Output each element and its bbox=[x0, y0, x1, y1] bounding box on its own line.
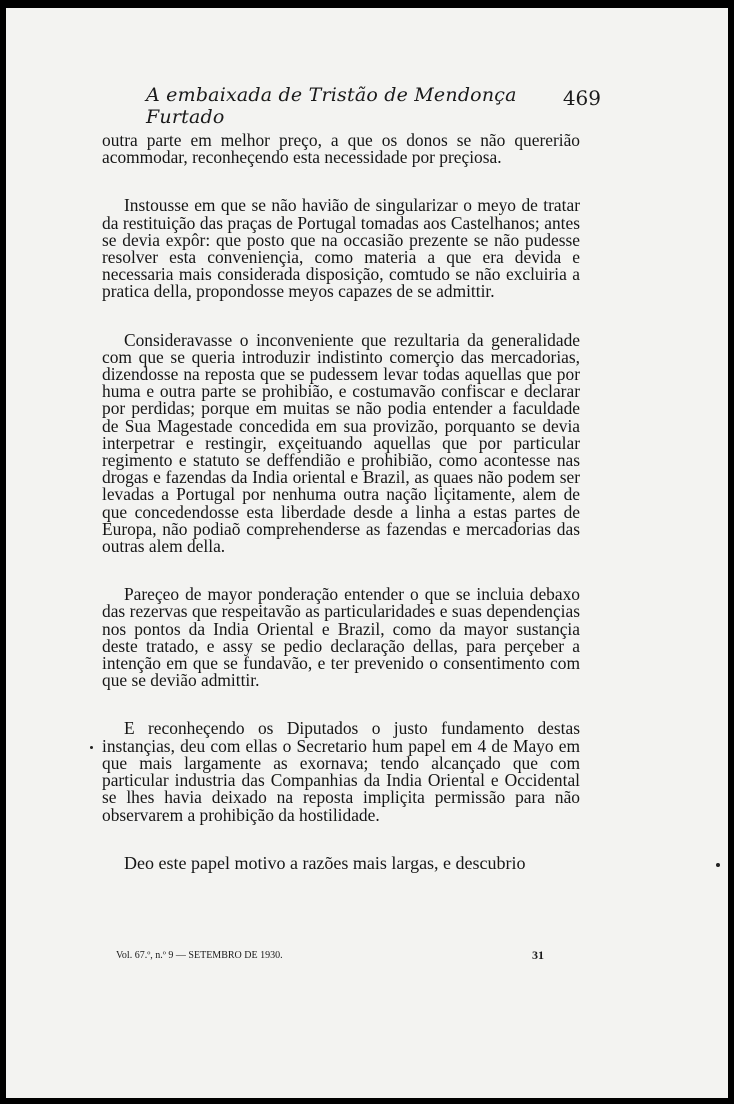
paragraph-2: Instousse em que se não havião de singularizar o meyo de tratar da restituição das praças de Portugal tomadas aos Castelhanos; antes se devia expôr: que posto que na occasião prezente se não pudesse resolver esta conveniençia, como materia a que era devida e necessaria mais considerada disposição, comtudo se não excluiria a pratica della, propondosse meyos capazes de se admittir. bbox=[102, 195, 580, 302]
signature-mark: 31 bbox=[532, 948, 544, 962]
volume-line: Vol. 67.º, n.º 9 — SETEMBRO DE 1930. bbox=[116, 950, 283, 961]
paragraph-5: E reconheçendo os Diputados o justo fundamento destas instançias, deu com ellas o Secretario hum papel em 4 de Mayo em que mais largamente as exornava; tendo alcançado que com particular industria das Companhias da India Oriental e Occidental se lhes havia deixado na reposta impliçita permissão para não observarem a prohibição da hostilidade. bbox=[102, 718, 580, 825]
body-text bbox=[102, 132, 580, 872]
paragraph-3: Consideravasse o inconveniente que rezultaria da generalidade com que se queria introduzir indistinto comerçio das mercadorias, dizendosse na reposta que se pudessem levar todas aquellas que por huma e outra parte se prohibião, e costumavão confiscar e declarar por perdidas; porque em muitas se não podia entender a faculdade de Sua Magestade concedida em sua provizão, porquanto se devia interpetrar e restingir, exçeituando aquellas que por particular regimento e statuto se deffendião e prohibião, como acontesse nas drogas e fazendas da India oriental e Brazil, as quaes não podem ser levadas a Portugal por nenhuma outra nação liçitamente, alem de que concedendosse esta liberdade desde a linha a estas partes de Europa, não podiaõ comprehenderse as fazendas e mercadorias das outras alem della. bbox=[102, 329, 580, 557]
paragraph-6: Deo este papel motivo a razões mais largas, e descubrio bbox=[124, 852, 526, 873]
document-page bbox=[6, 8, 728, 1098]
page-header bbox=[146, 84, 601, 128]
page-footer bbox=[116, 950, 544, 961]
page-number: 469 bbox=[562, 86, 601, 110]
running-title: A embaixada de Tristão de Mendonça Furtado bbox=[146, 84, 517, 128]
paragraph-1: outra parte em melhor preço, a que os donos se não quererião acommodar, reconheçendo esta necessidade por preçiosa. bbox=[102, 130, 580, 168]
ink-speck bbox=[716, 863, 720, 867]
ink-speck bbox=[90, 746, 93, 749]
paragraph-4: Pareçeo de mayor ponderação entender o que se incluia debaxo das rezervas que respeitavão as particularidades e suas dependençias nos pontos da India Oriental e Brazil, como da mayor sustançia deste tratado, e assy se pedio declaração dellas, para perçeber a intenção em que se fundavão, e ter prevenido o consentimento com que se devião admittir. bbox=[102, 584, 580, 691]
